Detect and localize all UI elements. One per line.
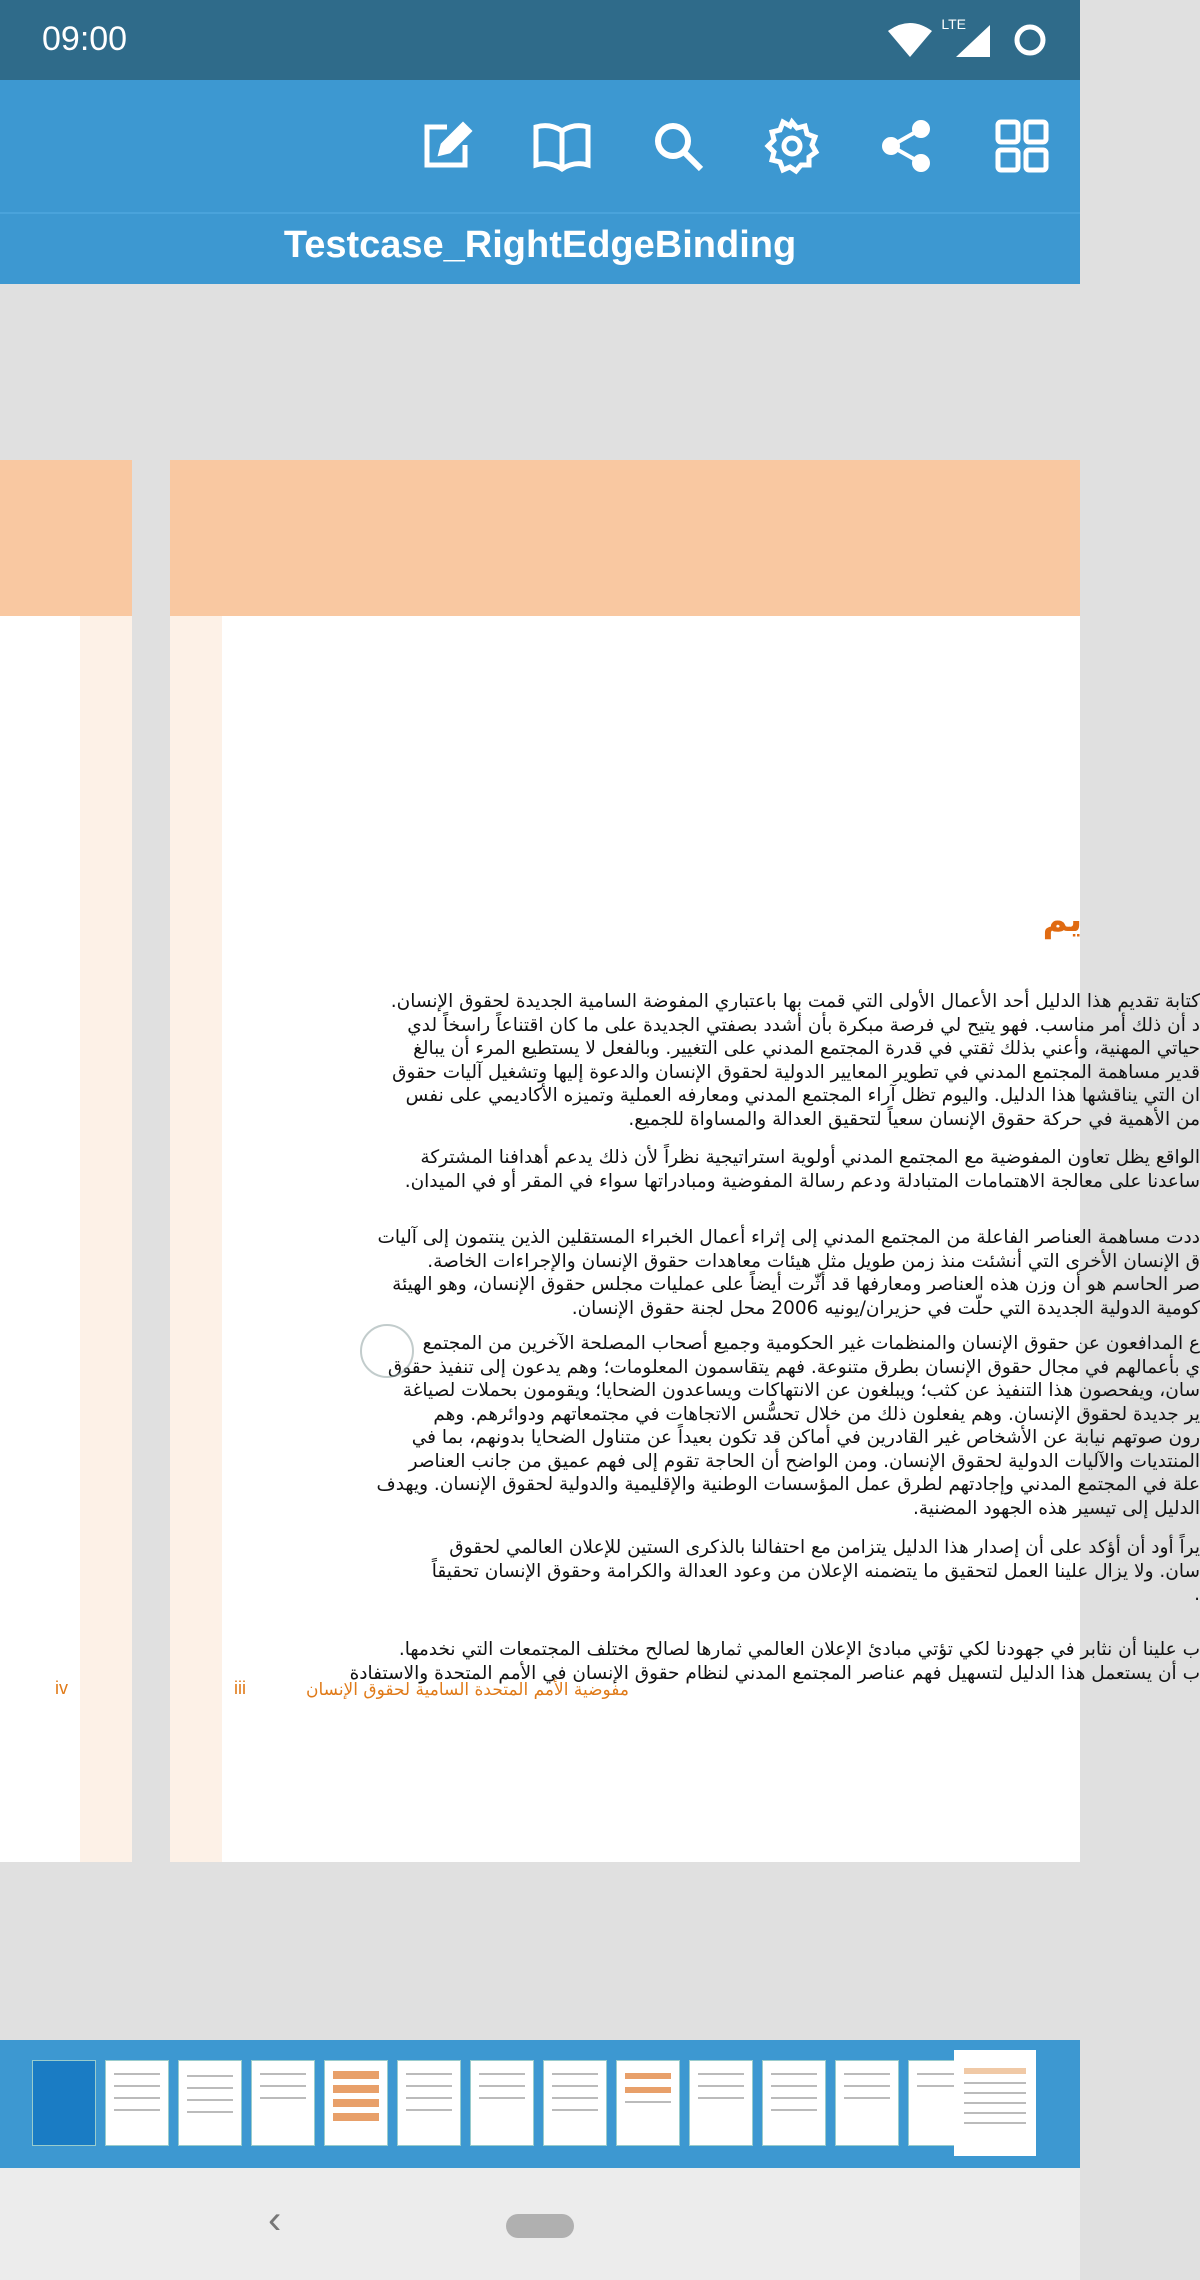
paragraph-3 (300, 1226, 1200, 1320)
thumbnail-page[interactable] (397, 2060, 461, 2146)
text-line: الواقع يظل تعاون المفوضية مع المجتمع المدني أولوية استراتيجية نظراً لأن ذلك يدعم أهدافنا المشتركة (420, 1147, 1200, 1168)
text-line: ان التي يناقشها هذا الدليل. واليوم تظل آراء المجتمع المدني ومعارفه العملية وتميزه الأكاديمي على نفس (405, 1085, 1200, 1106)
text-line: حياتي المهنية، وأعني بذلك ثقتي في قدرة المجتمع المدني على التغيير. وبالفعل لا يستطيع المرء أن يبالغ (413, 1038, 1200, 1059)
text-line: ع المدافعون عن حقوق الإنسان والمنظمات غير الحكومية وجميع أصحاب المصلحة الآخرين من المجتمع (422, 1333, 1200, 1354)
paragraph-4 (300, 1332, 1200, 1520)
document-title-bar (0, 212, 1080, 286)
document-viewport[interactable] (0, 284, 1200, 2040)
text-line: سان. ولا يزال علينا العمل لتحقيق ما يتضمنه الإعلان من وعود العدالة والكرامة وحقوق الإنسان تحقيقاً (431, 1560, 1200, 1582)
page-right (170, 460, 1200, 1862)
settings-icon[interactable] (760, 114, 824, 178)
touch-indicator (360, 1324, 414, 1378)
text-line: ير جديدة لحقوق الإنسان. وهم يفعلون ذلك من خلال تحسُّس الاتجاهات في مجتمعاتهم ودوائرهم. وهم (433, 1403, 1200, 1425)
page-header-band (170, 460, 1080, 616)
text-line: ب أن يستعمل هذا الدليل لتسهيل فهم عناصر المجتمع المدني لنظام حقوق الإنسان في الأمم المتحدة والاستفادة (349, 1662, 1200, 1684)
thumbnail-page[interactable] (762, 2060, 826, 2146)
thumbnail-page[interactable] (324, 2060, 388, 2146)
document-title: Testcase_RightEdgeBinding (283, 224, 797, 266)
page-left (0, 460, 132, 1862)
text-line: ساعدنا على معالجة الاهتمامات المتبادلة ودعم رسالة المفوضية ومبادراتها سواء في المقر أو في الميدان. (404, 1170, 1200, 1192)
text-line: يراً أود أن أؤكد على أن إصدار هذا الدليل يتزامن مع احتفالنا بالذكرى الستين للإعلان العالمي لحقوق (449, 1537, 1200, 1558)
text-line: علة في المجتمع المدني وإجادتهم لطرق عمل المؤسسات الوطنية والإقليمية والدولية لحقوق الإنسان. ويهدف (376, 1474, 1200, 1495)
text-line: كومية الدولية الجديدة التي حلّت في حزيران/يونيه 2006 محل لجنة حقوق الإنسان. (571, 1297, 1200, 1319)
system-nav-bar (0, 2168, 1080, 2280)
text-line: صر الحاسم هو أن وزن هذه العناصر ومعارفها قد أثّرت أيضاً على عمليات مجلس حقوق الإنسان، وهو الهيئة (392, 1274, 1200, 1295)
text-line: د أن ذلك أمر مناسب. فهو يتيح لي فرصة مبكرة بأن أشدد بصفتي الجديدة على ما كان اقتناعاً راسخاً لدي (407, 1014, 1200, 1036)
text-line: ق الإنسان الأخرى التي أنشئت منذ زمن طويل مثل هيئات معاهدات حقوق الإنسان والإجراءات الخاصة. (427, 1250, 1200, 1272)
text-line: ي بأعمالهم في مجال حقوق الإنسان بطرق متنوعة. فهم يتقاسمون المعلومات؛ وهم يدعون إلى تنفيذ حقوق (387, 1356, 1200, 1378)
text-line: المنتديات والآليات الدولية لحقوق الإنسان. ومن الواضح أن الحاجة تقوم إلى فهم عميق من جانب العناصر (408, 1450, 1200, 1472)
text-line: قدير مساهمة المجتمع المدني في تطوير المعايير الدولية لحقوق الإنسان والدعوة إليها وتشغيل آليات حقوق (392, 1061, 1200, 1083)
wifi-icon (886, 21, 934, 59)
search-icon[interactable] (646, 114, 710, 178)
thumbnail-page[interactable] (470, 2060, 534, 2146)
page-number-left: iv (55, 1678, 68, 1698)
text-line: كتابة تقديم هذا الدليل أحد الأعمال الأولى التي قمت بها باعتباري المفوضة السامية الجديدة لحقوق الإنسان. (390, 991, 1200, 1012)
status-time: 09:00 (42, 20, 128, 58)
text-line: . (1194, 1584, 1200, 1605)
status-bar (0, 0, 1080, 80)
text-line: سان، ويفحصون هذا التنفيذ عن كثب؛ ويبلغون عن الانتهاكات ويساعدون الضحايا؛ ويقومون بحملات لصياغة (402, 1380, 1200, 1401)
app-toolbar (0, 80, 1080, 212)
thumbnail-page[interactable] (689, 2060, 753, 2146)
paragraph-5 (300, 1536, 1200, 1607)
grid-icon[interactable] (990, 114, 1054, 178)
lte-label: LTE (941, 16, 966, 32)
paragraph-1 (300, 990, 1200, 1131)
page-footer: مفوضية الأمم المتحدة السامية لحقوق الإنسان (306, 1680, 629, 1700)
page-heading: يم (1042, 900, 1082, 940)
text-line: ب علينا أن نثابر في جهودنا لكي تؤتي مبادئ الإعلان العالمي ثمارها لصالح مختلف المجتمعات التي نخدمها. (398, 1639, 1200, 1660)
battery-ring-icon (1010, 20, 1050, 60)
edit-icon[interactable] (414, 114, 478, 178)
text-line: رون صوتهم نيابة عن الأشخاص غير القادرين في أماكن قد تكون بعيداً عن متناول الضحايا بدونهم، بما في (411, 1427, 1200, 1448)
thumbnail-page[interactable] (32, 2060, 96, 2146)
paragraph-2 (300, 1146, 1200, 1193)
paragraph-6 (300, 1638, 1200, 1685)
thumbnail-page[interactable] (105, 2060, 169, 2146)
thumbnail-page-selected[interactable] (954, 2050, 1036, 2156)
text-line: ددت مساهمة العناصر الفاعلة من المجتمع المدني إلى إثراء أعمال الخبراء المستقلين الذين ينتمون إلى آليات (377, 1227, 1200, 1248)
page-header-band (0, 460, 132, 616)
page-margin-strip (170, 616, 222, 1862)
thumbnail-page[interactable] (543, 2060, 607, 2146)
thumbnail-page[interactable] (616, 2060, 680, 2146)
text-line: الدليل إلى تيسير هذه الجهود المضنية. (912, 1497, 1200, 1519)
page-number-right: iii (234, 1678, 246, 1698)
back-icon[interactable]: ‹ (268, 2198, 282, 2242)
page-margin-strip (80, 616, 132, 1862)
book-icon[interactable] (530, 114, 594, 178)
share-icon[interactable] (874, 114, 938, 178)
text-line: من الأهمية في حركة حقوق الإنسان سعياً لتحقيق العدالة والمساواة للجميع. (628, 1108, 1200, 1130)
thumbnail-page[interactable] (178, 2060, 242, 2146)
thumbnail-page[interactable] (251, 2060, 315, 2146)
thumbnail-strip[interactable] (0, 2040, 1080, 2168)
status-icons (886, 18, 1050, 62)
thumbnail-page[interactable] (835, 2060, 899, 2146)
home-pill[interactable] (506, 2214, 574, 2238)
